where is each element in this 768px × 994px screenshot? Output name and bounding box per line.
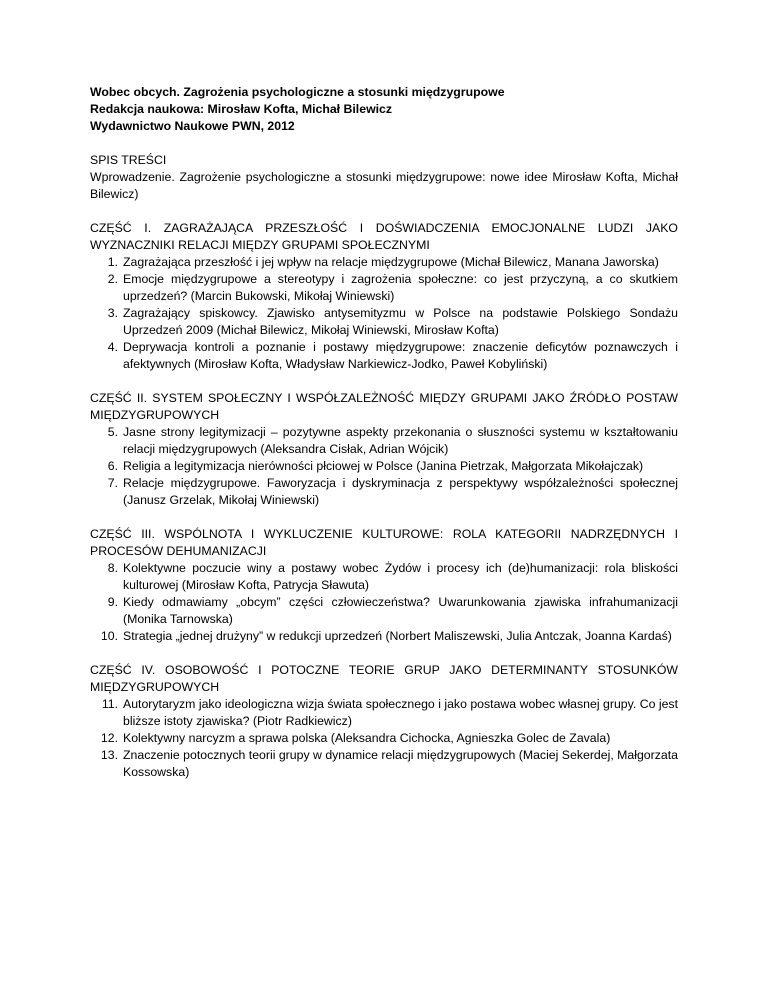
chapter-item (90, 560, 678, 594)
toc-heading: SPIS TREŚCI (90, 153, 167, 167)
chapter-number: 4. (107, 340, 118, 354)
chapter-item (90, 424, 678, 458)
chapter-list (90, 254, 678, 373)
part-section (90, 220, 678, 373)
chapter-number: 7. (107, 476, 118, 490)
chapter-number: 10. (100, 629, 118, 643)
part-title: CZĘŚĆ IV. OSOBOWOŚĆ I POTOCZNE TEORIE GRUP JAKO DETERMINANTY STOSUNKÓW MIĘDZYGRUPOWYCH (90, 663, 678, 694)
chapter-number: 13. (100, 748, 118, 762)
book-title: Wobec obcych. Zagrożenia psychologiczne a stosunki międzygrupowe (90, 85, 505, 99)
part-title: CZĘŚĆ I. ZAGRAŻAJĄCA PRZESZŁOŚĆ I DOŚWIADCZENIA EMOCJONALNE LUDZI JAKO WYZNACZNIKI RELACJI MIĘDZY GRUPAMI SPOŁECZNYMI (90, 221, 678, 252)
toc-intro-section (90, 152, 678, 203)
toc-intro: Wprowadzenie. Zagrożenie psychologiczne a stosunki międzygrupowe: nowe idee Mirosław Kofta, Michał Bilewicz) (90, 170, 678, 201)
chapter-text: Kolektywny narcyzm a sprawa polska (Aleksandra Cichocka, Agnieszka Golec de Zavala) (123, 731, 611, 745)
chapter-number: 2. (107, 272, 118, 286)
chapter-number: 5. (107, 425, 118, 439)
document-header (90, 84, 678, 135)
book-publisher: Wydawnictwo Naukowe PWN, 2012 (90, 119, 295, 133)
chapter-text: Zagrażająca przeszłość i jej wpływ na relacje międzygrupowe (Michał Bilewicz, Manana Jaworska) (123, 255, 659, 269)
chapter-item (90, 628, 678, 645)
part-title: CZĘŚĆ III. WSPÓLNOTA I WYKLUCZENIE KULTUROWE: ROLA KATEGORII NADRZĘDNYCH I PROCESÓW DEHUMANIZACJI (90, 527, 678, 558)
chapter-list (90, 424, 678, 509)
chapter-number: 11. (101, 697, 118, 711)
chapter-text: Autorytaryzm jako ideologiczna wizja świata społecznego i jako postawa wobec własnej grupy. Co jest bliższe istoty zjawiska? (Piotr Radkiewicz) (123, 697, 678, 728)
chapter-list (90, 560, 678, 645)
chapter-item (90, 730, 678, 747)
chapter-item (90, 339, 678, 373)
chapter-item (90, 475, 678, 509)
chapter-item (90, 271, 678, 305)
part-section (90, 662, 678, 781)
chapter-item (90, 594, 678, 628)
chapter-item (90, 254, 678, 271)
chapter-number: 6. (107, 459, 118, 473)
chapter-text: Kolektywne poczucie winy a postawy wobec Żydów i procesy ich (de)humanizacji: rola bliskości kulturowej (Mirosław Kofta, Patrycja Sławuta) (123, 561, 678, 592)
part-section (90, 390, 678, 509)
chapter-text: Religia a legitymizacja nierówności płciowej w Polsce (Janina Pietrzak, Małgorzata Mikołajczak) (123, 459, 644, 473)
part-section (90, 526, 678, 645)
chapter-list (90, 696, 678, 781)
chapter-text: Jasne strony legitymizacji – pozytywne aspekty przekonania o słuszności systemu w kształtowaniu relacji międzygrupowych (Aleksandra Cisłak, Adrian Wójcik) (123, 425, 678, 456)
chapter-item (90, 305, 678, 339)
chapter-text: Relacje międzygrupowe. Faworyzacja i dyskryminacja z perspektywy współzależności społecznej (Janusz Grzelak, Mikołaj Winiewski) (123, 476, 678, 507)
chapter-text: Zagrażający spiskowcy. Zjawisko antysemityzmu w Polsce na podstawie Polskiego Sondażu Uprzedzeń 2009 (Michał Bilewicz, Mikołaj Winiewski, Mirosław Kofta) (123, 306, 678, 337)
chapter-text: Deprywacja kontroli a poznanie i postawy międzygrupowe: znaczenie deficytów poznawczych i afektywnych (Mirosław Kofta, Władysław Narkiewicz-Jodko, Paweł Kobyliński) (123, 340, 678, 371)
chapter-text: Kiedy odmawiamy „obcym” części człowieczeństwa? Uwarunkowania zjawiska infrahumanizacji (Monika Tarnowska) (123, 595, 678, 626)
chapter-number: 3. (107, 306, 118, 320)
chapter-number: 9. (107, 595, 118, 609)
chapter-number: 12. (100, 731, 118, 745)
part-title: CZĘŚĆ II. SYSTEM SPOŁECZNY I WSPÓŁZALEŻNOŚĆ MIĘDZY GRUPAMI JAKO ŹRÓDŁO POSTAW MIĘDZYGRUPOWYCH (90, 391, 678, 422)
chapter-item (90, 747, 678, 781)
chapter-number: 8. (107, 561, 118, 575)
chapter-text: Znaczenie potocznych teorii grupy w dynamice relacji międzygrupowych (Maciej Sekerdej, Małgorzata Kossowska) (123, 748, 678, 779)
chapter-text: Emocje międzygrupowe a stereotypy i zagrożenia społeczne: co jest przyczyną, a co skutkiem uprzedzeń? (Marcin Bukowski, Mikołaj Winiewski) (123, 272, 678, 303)
chapter-item (90, 696, 678, 730)
chapter-number: 1. (107, 255, 118, 269)
chapter-item (90, 458, 678, 475)
chapter-text: Strategia „jednej drużyny” w redukcji uprzedzeń (Norbert Maliszewski, Julia Antczak, Joanna Kardaś) (123, 629, 672, 643)
book-editors: Redakcja naukowa: Mirosław Kofta, Michał Bilewicz (90, 102, 393, 116)
